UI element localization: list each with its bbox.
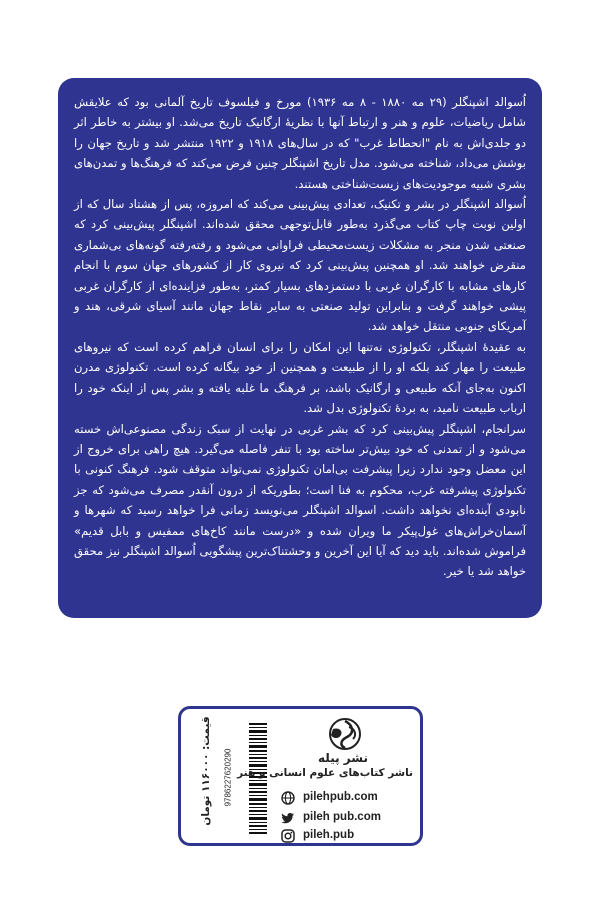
contact-instagram[interactable]	[281, 827, 411, 843]
cocoon-logo-icon	[325, 717, 365, 751]
publisher-tagline: ناشر کتاب‌های علوم انسانی و هنر	[237, 767, 413, 779]
publisher-logo	[325, 717, 365, 751]
publisher-info-box	[178, 706, 423, 846]
paragraph-conclusion: سرانجام، اشپنگلر پیش‌بینی کرد که بشر غربی در نهایت از سبک زندگی مصنوعی‌اش خسته می‌شود و از تمدنی که خود بیش‌تر ساخته بود با تنفر فاصله می‌گیرد. هیچ راهی برای خروج از این معضل وجود ندارد زیرا پیشرفت بی‌امان تکنولوژی نمی‌تواند متوقف شود. فرهنگ کنونی با تکنولوژی پیشرفته غرب، محکوم به فنا است؛ بطوریکه از درون آنقدر مصرف می‌شود که جز نابودی آینده‌ای نخواهد داشت. اسوالد اشپنگلر می‌نویسد زمانی فرا خواهد رسید که شهرها و آسمان‌خراش‌های غول‌پیکر ما ویران شده و «درست مانند کاخ‌های ممفیس و بابل قدیم» فراموش شده‌اند. باید دید که آیا این آخرین و وحشتناک‌ترین پیشگویی اُسوالد اشپنگلر نیز محقق خواهد شد یا خیر.	[74, 421, 526, 579]
paragraph-bio: اُسوالد اشپنگلر (۲۹ مه ۱۸۸۰ - ۸ مه ۱۹۳۶) مورخ و فیلسوف تاریخ آلمانی بود که علایقش شامل ریاضیات، علوم و هنر و ارتباط آنها با نظریهٔ ارگانیک تاریخ می‌شد. او بیشتر به خاطر اثر دو جلدی‌اش به نام "انحطاط غرب" که در سال‌های ۱۹۱۸ و ۱۹۲۲ منتشر شد و تاریخ جهان را بوشش می‌داد، شناخته می‌شود. مدل تاریخ اشپنگلر چنین فرض می‌کند که فرهنگ‌ها و تمدن‌های بشری شبیه موجودیت‌های زیست‌شناختی هستند.	[74, 95, 527, 191]
twitter-text: pileh pub.com	[303, 811, 381, 823]
publisher-column	[237, 713, 413, 841]
instagram-icon	[281, 828, 295, 842]
isbn-number: 9786227620290	[223, 748, 233, 807]
instagram-text: pileh.pub	[303, 829, 355, 841]
back-cover-text-panel	[58, 78, 542, 618]
publisher-name: نشر پیله	[318, 751, 368, 765]
paragraph-predictions: اُسوالد اشپنگلر در بشر و تکنیک، تعدادی پیش‌بینی می‌کند که امروزه، پس از هشتاد سال که از اولین نوبت چاپ کتاب می‌گذرد به‌طور قابل‌توجهی محقق شده‌اند. اشپنگلر پیش‌بینی کرد که صنعتی شدن منجر به مشکلات زیست‌محیطی فراوانی می‌شود و رفته‌رفته گونه‌های بی‌شماری منقرض خواهند شد. او همچنین پیش‌بینی کرد که نیروی کار از کشورهای جهان سوم با انجام کارهای مشابه با کارگران غربی با دستمزدهای بسیار کمتر، به‌طور فزاینده‌ای از کارگران غربی پیشی خواهند گرفت و بنابراین تولید صنعتی به سایر نقاط جهان مانند آسیای شرقی، هند و آمریکای جنوبی منتقل خواهد شد.	[74, 197, 526, 334]
website-text: pilehpub.com	[303, 791, 378, 803]
price-label: قیمت: ۱۱۶۰۰۰ تومان	[200, 716, 212, 826]
barcode	[219, 719, 269, 839]
contact-website[interactable]	[281, 789, 411, 805]
twitter-icon	[281, 810, 295, 824]
paragraph-technology: به عقیدهٔ اشپنگلر، تکنولوژی نه‌تنها این امکان را برای انسان فراهم کرده است که نیروهای طبیعت را مهار کند بلکه او را از طبیعت و همچنین از خود بیگانه کرده است. تکنولوژی مدرن اکنون به‌جای آنکه طبیعی و ارگانیک باشد، بر فرهنگ ما غلبه یافته و بشر پس از اینکه خود را ارباب طبیعت نامید، به بردهٔ تکنولوژی بدل شد.	[74, 339, 526, 416]
contact-twitter[interactable]	[281, 809, 411, 825]
globe-icon	[281, 790, 295, 804]
